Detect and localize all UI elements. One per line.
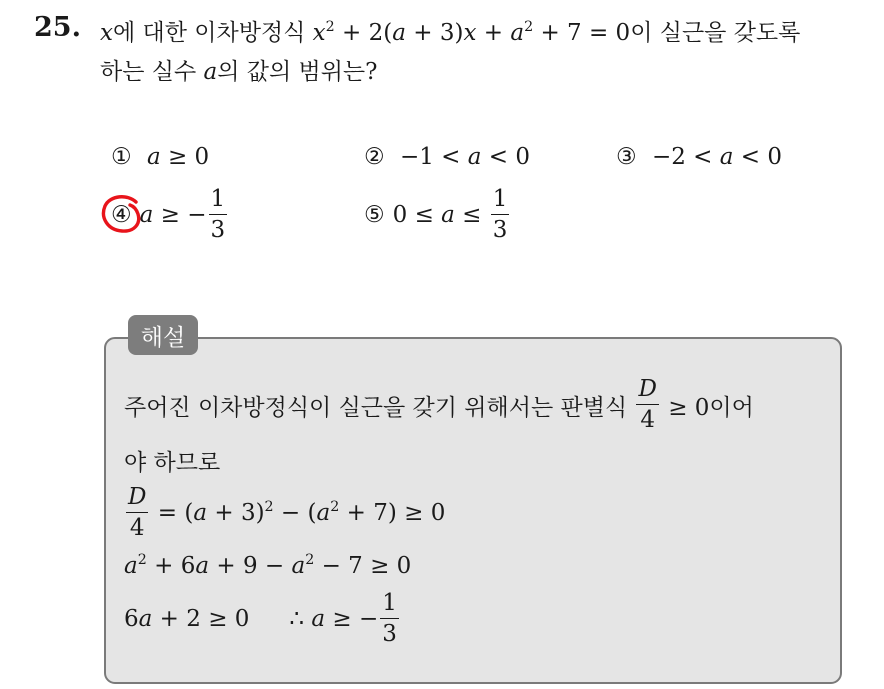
option-5[interactable] (364, 188, 511, 242)
solution-text: ≥ 0이어 (660, 394, 754, 421)
fraction-numerator: D (126, 486, 148, 513)
var-a: a (138, 606, 153, 632)
equation-part: + 3) (207, 500, 265, 526)
option-text: < 0 (733, 144, 782, 170)
fraction-denominator: 4 (640, 407, 655, 433)
option-number: ③ (616, 144, 637, 170)
option-text: 0 ≤ (392, 202, 442, 228)
var-a: a (392, 20, 406, 46)
question-text-part: 의 값의 범위는? (217, 59, 378, 85)
option-number: ④ (111, 202, 132, 228)
fraction-numerator: 1 (491, 188, 510, 215)
equation-part: + 9 − (209, 553, 292, 579)
equation-part: − ( (273, 500, 317, 526)
var-a: a (146, 144, 161, 170)
option-text: ≥ − (153, 202, 207, 228)
option-text: ≤ (454, 202, 489, 228)
equation-part: + 7) ≥ 0 (339, 500, 446, 526)
option-text: ≥ 0 (160, 144, 210, 170)
var-a: a (203, 59, 218, 85)
option-text: < 0 (481, 144, 530, 170)
fraction (491, 188, 510, 242)
exponent: 2 (330, 499, 340, 516)
fraction-denominator: 4 (129, 515, 145, 541)
solution-equation-1 (124, 486, 445, 540)
option-1[interactable] (111, 144, 209, 170)
fraction-denominator: 3 (492, 217, 508, 243)
equation-part: + 3) (405, 20, 464, 46)
equation-part: 6 (124, 606, 139, 632)
option-2[interactable] (364, 144, 530, 170)
fraction (209, 188, 228, 242)
question-text-line1 (100, 14, 800, 47)
equation-part: + 6 (146, 553, 196, 579)
fraction-numerator: D (636, 378, 658, 405)
option-number: ② (364, 144, 385, 170)
var-a: a (441, 202, 455, 228)
equation-part: + 2( (334, 20, 393, 46)
option-text: −2 < (651, 144, 720, 170)
exponent: 2 (137, 552, 147, 569)
solution-paragraph-2: 야 하므로 (124, 450, 221, 476)
fraction-denominator: 3 (382, 621, 397, 647)
option-3[interactable] (616, 144, 782, 170)
solution-tab: 해설 (128, 315, 198, 355)
exponent: 2 (524, 19, 534, 36)
question-text-part: 에 대한 이차방정식 (112, 20, 313, 46)
solution-paragraph-1 (124, 378, 754, 432)
fraction (636, 378, 658, 432)
var-a: a (139, 202, 154, 228)
option-number: ⑤ (364, 202, 385, 228)
therefore-symbol: ∴ (289, 606, 312, 632)
var-a: a (719, 144, 734, 170)
exponent: 2 (325, 19, 335, 36)
var-a: a (316, 500, 331, 526)
var-x: x (312, 20, 326, 46)
solution-equation-3 (124, 592, 401, 646)
option-number: ① (111, 144, 132, 170)
fraction (126, 486, 148, 540)
equation-part: + (476, 20, 511, 46)
exponent: 2 (264, 499, 274, 516)
equation-part: = ( (150, 500, 194, 526)
question-text-line2 (100, 53, 377, 86)
var-x: x (463, 20, 477, 46)
answer-circle-mark (100, 192, 144, 236)
equation-part: + 2 ≥ 0 (152, 606, 250, 632)
fraction-numerator: 1 (209, 188, 228, 215)
fraction-numerator: 1 (380, 592, 399, 619)
fraction (380, 592, 399, 646)
fraction-denominator: 3 (210, 217, 226, 243)
solution-equation-2 (124, 553, 411, 579)
var-a: a (311, 606, 326, 632)
var-a: a (467, 144, 482, 170)
question-number: 25. (34, 12, 81, 43)
var-a: a (124, 553, 138, 579)
question-text-part: 하는 실수 (100, 59, 204, 85)
exponent: 2 (305, 552, 315, 569)
equation-part: + 7 = 0 (533, 20, 631, 46)
var-a: a (510, 20, 525, 46)
var-x: x (100, 20, 113, 46)
var-a: a (193, 500, 208, 526)
equation-part: ≥ − (325, 606, 379, 632)
var-a: a (195, 553, 210, 579)
solution-text: 주어진 이차방정식이 실근을 갖기 위해서는 판별식 (124, 394, 635, 421)
question-text-part: 이 실근을 갖도록 (630, 20, 801, 46)
var-a: a (291, 553, 306, 579)
option-text: −1 < (399, 144, 468, 170)
equation-part: − 7 ≥ 0 (314, 553, 412, 579)
